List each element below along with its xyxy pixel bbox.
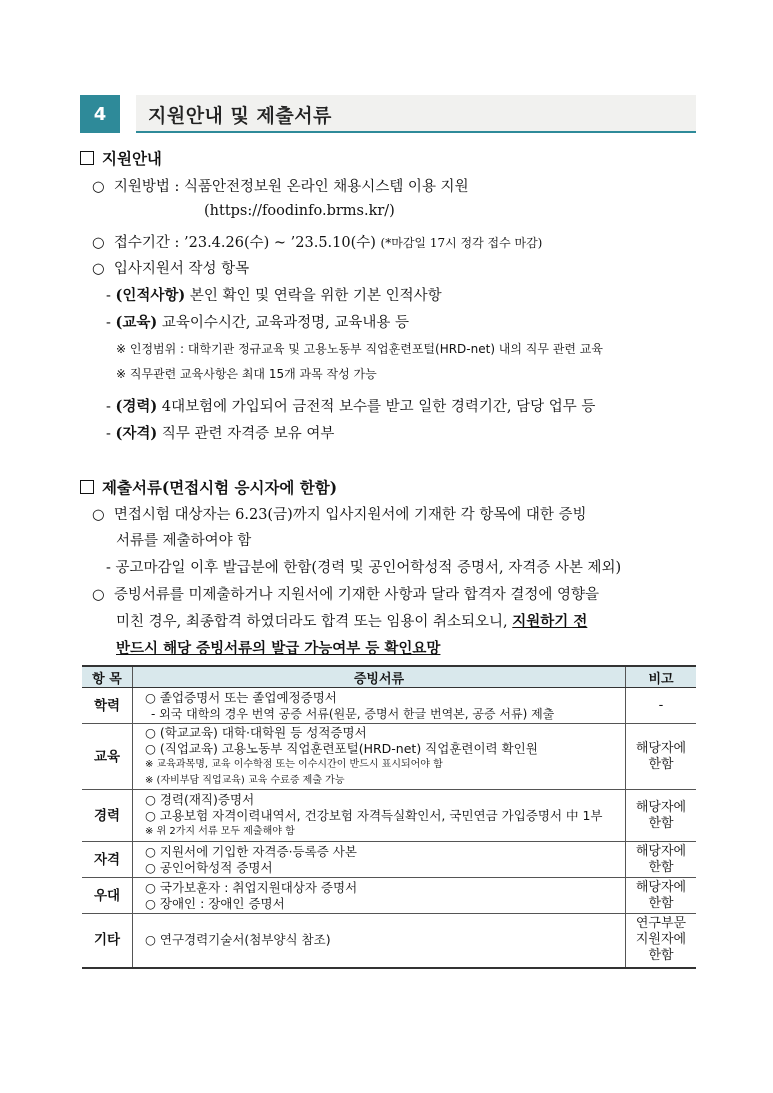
row-note: -: [626, 688, 697, 724]
table-header-row: [82, 666, 696, 688]
row-category: 교육: [82, 724, 133, 790]
row-category: 자격: [82, 842, 133, 878]
row-documents: ○ 국가보훈자 : 취업지원대상자 증명서 ○ 장애인 : 장애인 증명서: [133, 878, 626, 914]
guide-form: ○ 입사지원서 작성 항목: [92, 261, 250, 277]
guide-period: ○ 접수기간 : ’23.4.26(수) ~ ’23.5.10(수) (*마감일 17시 정각 접수 마감): [92, 235, 543, 251]
row-note: 해당자에 한함: [626, 878, 697, 914]
docs-para2-line3: 반드시 해당 증빙서류의 발급 가능여부 등 확인요망: [116, 640, 441, 657]
section-title: 지원안내 및 제출서류: [148, 105, 332, 127]
table-row: [82, 878, 696, 914]
form-item: - (교육) 교육이수시간, 교육과정명, 교육내용 등: [106, 314, 410, 331]
header-note: 비고: [626, 666, 697, 688]
row-category: 학력: [82, 688, 133, 724]
docs-heading: 제출서류(면접시험 응시자에 한함): [80, 476, 337, 498]
row-note: 해당자에 한함: [626, 790, 697, 842]
table-row: [82, 724, 696, 790]
docs-para2-line1: ○ 증빙서류를 미제출하거나 지원서에 기재한 사항과 달라 합격자 결정에 영향을: [92, 587, 599, 603]
header-documents: 증빙서류: [133, 666, 626, 688]
row-documents: ○ 경력(재직)증명서 ○ 고용보험 자격이력내역서, 건강보험 자격득실확인서, 국민연금 가입증명서 中 1부 ※ 위 2가지 서류 모두 제출해야 함: [133, 790, 626, 842]
docs-para2-line2: 미친 경우, 최종합격 하였더라도 합격 또는 임용이 취소되오니, 지원하기 전: [116, 613, 588, 630]
guide-heading: 지원안내: [80, 147, 162, 169]
docs-para1-line2: 서류를 제출하여야 함: [116, 533, 252, 549]
table-row: [82, 914, 696, 968]
row-note: 해당자에 한함: [626, 724, 697, 790]
docs-table: [82, 665, 696, 969]
edu-note: ※ 인정범위 : 대학기관 정규교육 및 고용노동부 직업훈련포털(HRD-net) 내의 직무 관련 교육: [116, 342, 603, 356]
row-note: 해당자에 한함: [626, 842, 697, 878]
table-row: [82, 842, 696, 878]
row-documents: ○ 지원서에 기입한 자격증·등록증 사본 ○ 공인어학성적 증명서: [133, 842, 626, 878]
edu-note: ※ 직무관련 교육사항은 최대 15개 과목 작성 가능: [116, 367, 377, 381]
table-row: [82, 688, 696, 724]
row-documents: ○ 연구경력기술서(첨부양식 참조): [133, 914, 626, 968]
form-item: - (경력) 4대보험에 가입되어 금전적 보수를 받고 일한 경력기간, 담당 업무 등: [106, 398, 596, 415]
row-documents: ○ (학교교육) 대학·대학원 등 성적증명서 ○ (직업교육) 고용노동부 직업훈련포털(HRD-net) 직업훈련이력 확인원 ※ 교육과목명, 교육 이수학점 또는 이수시간이 반드시 표시되어야 함 ※ (자비부담 직업교육) 교육 수료증 제출 가능: [133, 724, 626, 790]
checkbox-square-icon: [80, 151, 94, 165]
form-item: - (자격) 직무 관련 자격증 보유 여부: [106, 425, 335, 442]
row-category: 경력: [82, 790, 133, 842]
row-category: 우대: [82, 878, 133, 914]
checkbox-square-icon: [80, 480, 94, 494]
form-item: - (인적사항) 본인 확인 및 연락을 위한 기본 인적사항: [106, 287, 442, 304]
guide-url: (https://foodinfo.brms.kr/): [204, 203, 395, 219]
row-note: 연구부문 지원자에 한함: [626, 914, 697, 968]
row-category: 기타: [82, 914, 133, 968]
row-documents: ○ 졸업증명서 또는 졸업예정증명서 - 외국 대학의 경우 번역 공증 서류(원문, 증명서 한글 번역본, 공증 서류) 제출: [133, 688, 626, 724]
section-number: 4: [80, 95, 120, 133]
table-row: [82, 790, 696, 842]
guide-method: ○ 지원방법 : 식품안전정보원 온라인 채용시스템 이용 지원: [92, 179, 469, 195]
docs-para1-line1: ○ 면접시험 대상자는 6.23(금)까지 입사지원서에 기재한 각 항목에 대한 증빙: [92, 507, 587, 523]
header-category: 항 목: [82, 666, 133, 688]
docs-para1-sub: - 공고마감일 이후 발급분에 한함(경력 및 공인어학성적 증명서, 자격증 사본 제외): [106, 560, 622, 576]
